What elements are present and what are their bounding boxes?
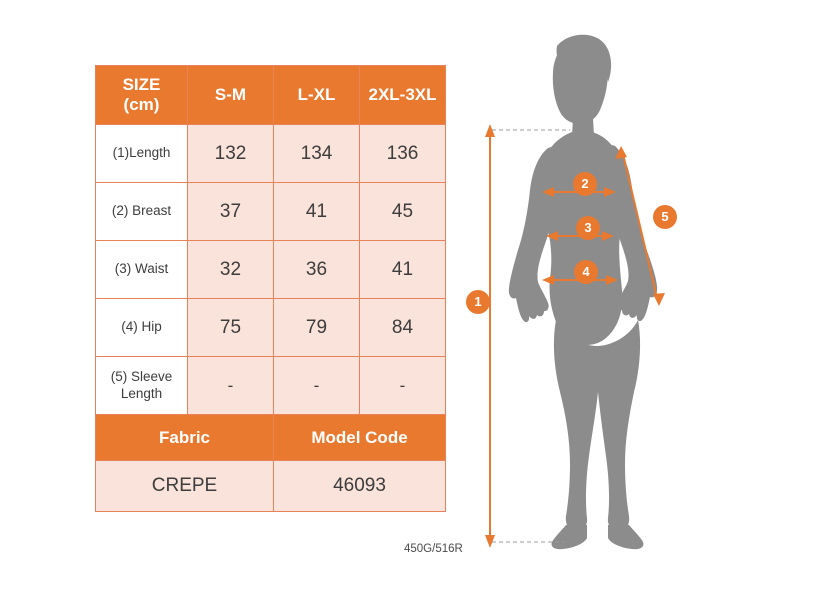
column-header-lxl: L-XL xyxy=(274,66,360,125)
arrowhead-5-bottom xyxy=(653,293,665,306)
cell-hip-sm: 75 xyxy=(188,299,274,357)
silhouette-illustration xyxy=(460,20,730,560)
cell-sleeve-2xl3xl: - xyxy=(360,357,446,415)
measure-badge-2: 2 xyxy=(573,172,597,196)
row-label-hip: (4) Hip xyxy=(96,299,188,357)
measure-badge-1: 1 xyxy=(466,290,490,314)
size-header-line2: (cm) xyxy=(123,95,160,114)
column-header-2xl3xl: 2XL-3XL xyxy=(360,66,446,125)
table-header-row xyxy=(96,66,446,125)
cell-sleeve-sm: - xyxy=(188,357,274,415)
female-silhouette-icon xyxy=(509,35,657,549)
table-row xyxy=(96,125,446,183)
cell-waist-lxl: 36 xyxy=(274,241,360,299)
measure-badge-5: 5 xyxy=(653,205,677,229)
size-header-line1: SIZE xyxy=(122,75,161,95)
table-row xyxy=(96,299,446,357)
row-label-sleeve-length xyxy=(96,357,188,415)
sleeve-label-line1: (5) Sleeve xyxy=(110,368,173,384)
fabric-value: CREPE xyxy=(96,461,274,512)
size-table xyxy=(95,65,446,512)
model-figure xyxy=(460,20,730,560)
cell-length-lxl: 134 xyxy=(274,125,360,183)
cell-waist-2xl3xl: 41 xyxy=(360,241,446,299)
arrowhead-4-left xyxy=(542,275,554,285)
table-row xyxy=(96,241,446,299)
table-row xyxy=(96,183,446,241)
row-label-breast: (2) Breast xyxy=(96,183,188,241)
cell-length-2xl3xl: 136 xyxy=(360,125,446,183)
measure-badge-3: 3 xyxy=(576,216,600,240)
cell-breast-2xl3xl: 45 xyxy=(360,183,446,241)
cell-sleeve-lxl: - xyxy=(274,357,360,415)
fabric-header-row xyxy=(96,415,446,461)
row-label-waist: (3) Waist xyxy=(96,241,188,299)
sleeve-label-line2: Length xyxy=(120,385,163,401)
cell-length-sm: 132 xyxy=(188,125,274,183)
measure-badge-4: 4 xyxy=(574,260,598,284)
cell-waist-sm: 32 xyxy=(188,241,274,299)
cell-breast-lxl: 41 xyxy=(274,183,360,241)
model-code-value: 46093 xyxy=(274,461,446,512)
column-header-sm: S-M xyxy=(188,66,274,125)
cell-breast-sm: 37 xyxy=(188,183,274,241)
cell-hip-lxl: 79 xyxy=(274,299,360,357)
document-code: 450G/516R xyxy=(404,543,463,555)
cell-hip-2xl3xl: 84 xyxy=(360,299,446,357)
model-code-header: Model Code xyxy=(274,415,446,461)
column-header-size xyxy=(96,66,188,125)
fabric-header: Fabric xyxy=(96,415,274,461)
table-row xyxy=(96,357,446,415)
row-label-length: (1)Length xyxy=(96,125,188,183)
fabric-value-row xyxy=(96,461,446,512)
